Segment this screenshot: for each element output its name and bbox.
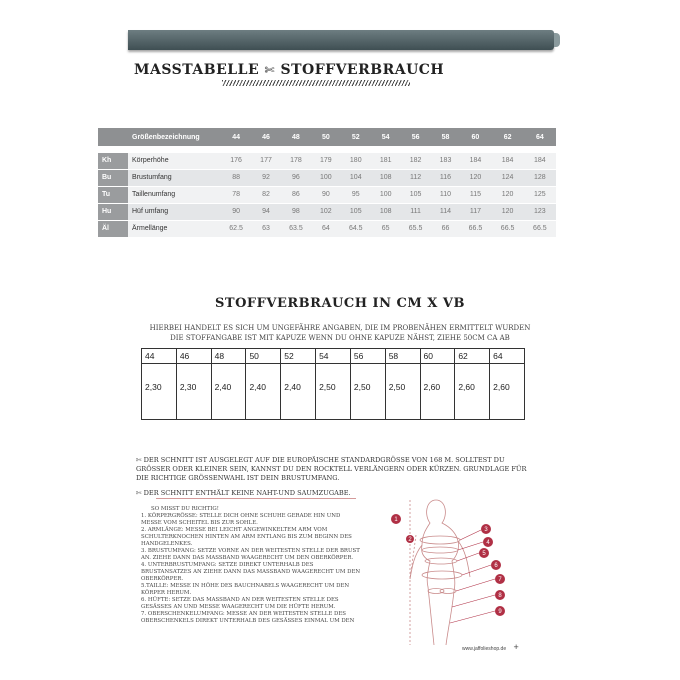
measure-item: 4. UNTERBRUSTUMFANG: SETZE DIREKT UNTERHALB DES BRUSTANSATZES AN ZIEHE DANN DAS MASSBAND WAAGERECHT UM DEN OBERKÖRPER. [141,562,361,582]
red-underline [156,498,356,499]
fabric-value-cell: 2,50 [350,364,385,420]
size-value-cell: 66.5 [492,220,524,237]
fabric-value-cell: 2,40 [246,364,281,420]
size-header-cell: 52 [340,128,372,146]
title-underline-hatch [222,80,410,86]
size-value-cell: 86 [280,186,312,203]
size-value-cell: 184 [524,152,556,169]
size-value-cell: 100 [372,186,400,203]
size-value-cell: 82 [252,186,280,203]
size-value-cell: 114 [432,203,460,220]
size-value-cell: 183 [432,152,460,169]
size-value-cell: 125 [524,186,556,203]
fabric-value-cell: 2,40 [281,364,316,420]
size-value-cell: 90 [312,186,340,203]
size-value-cell: 111 [399,203,431,220]
row-code: Kh [98,152,128,169]
figure-outline [410,500,470,645]
fabric-size-row [142,349,525,364]
size-value-cell: 117 [459,203,491,220]
footer-url: www.jaffolieshop.de [462,646,507,652]
size-value-cell: 178 [280,152,312,169]
size-value-cell: 177 [252,152,280,169]
marker-label: 9 [498,609,502,615]
size-value-cell: 90 [220,203,252,220]
size-value-cell: 105 [399,186,431,203]
marker-label: 5 [482,551,486,557]
figure-markers [391,514,505,616]
fabric-title: STOFFVERBRAUCH IN CM X VB [215,296,465,311]
size-value-cell: 176 [220,152,252,169]
size-value-cell: 66.5 [524,220,556,237]
measure-heading: SO MISST DU RICHTIG! [151,506,219,512]
size-value-cell: 108 [372,169,400,186]
size-header-cell: 56 [399,128,431,146]
size-value-cell: 95 [340,186,372,203]
size-value-cell: 104 [340,169,372,186]
size-value-cell: 110 [432,186,460,203]
size-value-cell: 112 [399,169,431,186]
measure-item: 3. BRUSTUMFANG: SETZE VORNE AN DER WEITESTEN STELLE DER BRUST AN. ZIEHE DANN DAS MASSBAND WAAGERECHT UM DEN OBERKÖRPER. [141,548,360,561]
fabric-value-cell: 2,60 [420,364,455,420]
body-measurement-figure [386,495,536,655]
fabric-size-cell: 50 [246,349,281,364]
size-table-row [98,203,556,220]
size-value-cell: 123 [524,203,556,220]
size-value-cell: 128 [524,169,556,186]
measure-item: 7. OBERSCHENKELUMFANG: MESSE AN DER WEITESTEN STELLE DES OBERSCHENKELS DIREKT UNTERHALB DES GESÄSSES EINMAL UM DEN [141,611,355,624]
size-value-cell: 124 [492,169,524,186]
size-value-cell: 63 [252,220,280,237]
size-header-cell: 54 [372,128,400,146]
size-value-cell: 102 [312,203,340,220]
size-table-header-row [98,128,556,146]
size-value-cell: 184 [459,152,491,169]
measure-instructions [141,506,361,625]
fabric-value-cell: 2,40 [211,364,246,420]
row-code: Hu [98,203,128,220]
size-value-cell: 105 [340,203,372,220]
fabric-table [141,348,525,420]
size-value-cell: 65 [372,220,400,237]
size-table-row [98,152,556,169]
size-header-cell: 64 [524,128,556,146]
size-value-cell: 120 [492,203,524,220]
row-label: Körperhöhe [128,152,220,169]
measure-item: 5.TAILLE: MESSE IN HÖHE DES BAUCHNABELS WAAGERECHT UM DEN KÖRPER HERUM. [141,583,350,596]
size-header-cell: 50 [312,128,340,146]
fabric-size-cell: 60 [420,349,455,364]
size-header-cell: 62 [492,128,524,146]
fabric-size-cell: 64 [490,349,525,364]
size-value-cell: 116 [432,169,460,186]
fabric-value-cell: 2,30 [176,364,211,420]
size-value-cell: 120 [459,169,491,186]
size-value-cell: 108 [372,203,400,220]
row-code: Tu [98,186,128,203]
footer [462,642,519,652]
size-value-cell: 66.5 [459,220,491,237]
row-label: Hüf umfang [128,203,220,220]
pattern-info-paragraph: ✄ DER SCHNITT IST AUSGELEGT AUF DIE EUROPÄISCHE STANDARDGRÖSSE VON 168 M. SOLLTEST DU GRÖSSER ODER KLEINER SEIN, KANNST DU DEN ROCKTELL VERLÄNGERN ODER KÜRZEN. GRUNDLAGE FÜR DIE RICHTIGE GRÖSSENWAHL IST DEIN BRUSTUMFANG. [136,456,527,482]
row-label: Taillenumfang [128,186,220,203]
marker-label: 3 [484,527,488,533]
size-table [98,128,556,238]
size-table-row [98,220,556,237]
size-value-cell: 120 [492,186,524,203]
title-masstabelle: MASSTABELLE [134,62,260,78]
plus-icon: + [513,642,519,652]
measure-item: 1. KÖRPERGRÖSSE: STELLE DICH OHNE SCHUHE GERADE HIN UND MESSE VOM SCHEITEL BIS ZUR SOHLE. [141,513,341,526]
size-table-corner [98,128,128,146]
fabric-value-cell: 2,50 [316,364,351,420]
size-value-cell: 98 [280,203,312,220]
fabric-size-cell: 56 [350,349,385,364]
marker-label: 1 [394,517,398,523]
size-header-cell: 58 [432,128,460,146]
size-value-cell: 78 [220,186,252,203]
marker-label: 7 [498,577,502,583]
size-value-cell: 64.5 [340,220,372,237]
size-value-cell: 115 [459,186,491,203]
size-value-cell: 180 [340,152,372,169]
fabric-size-cell: 58 [385,349,420,364]
fabric-value-cell: 2,60 [490,364,525,420]
size-value-cell: 184 [492,152,524,169]
fabric-value-cell: 2,30 [142,364,177,420]
size-value-cell: 63.5 [280,220,312,237]
size-value-cell: 181 [372,152,400,169]
size-value-cell: 62.5 [220,220,252,237]
fabric-value-cell: 2,60 [455,364,490,420]
fabric-size-cell: 62 [455,349,490,364]
marker-label: 4 [486,540,490,546]
marker-label: 6 [494,563,498,569]
size-value-cell: 88 [220,169,252,186]
size-header-cell: 44 [220,128,252,146]
size-value-cell: 100 [312,169,340,186]
title-stoffverbrauch: STOFFVERBRAUCH [280,62,445,78]
size-value-cell: 66 [432,220,460,237]
fabric-size-cell: 48 [211,349,246,364]
fabric-size-cell: 52 [281,349,316,364]
size-value-cell: 96 [280,169,312,186]
fabric-value-cell: 2,50 [385,364,420,420]
fabric-size-cell: 54 [316,349,351,364]
size-value-cell: 92 [252,169,280,186]
scissors-icon: ✄ [264,63,276,77]
size-header-label: Größenbezeichnung [128,128,220,146]
header-banner-bar [128,30,554,50]
size-header-cell: 48 [280,128,312,146]
no-seam-allowance-note: ✄ DER SCHNITT ENTHÄLT KEINE NAHT-UND SAUMZUGABE. [136,489,351,497]
size-value-cell: 64 [312,220,340,237]
size-table-row [98,186,556,203]
size-value-cell: 94 [252,203,280,220]
size-value-cell: 182 [399,152,431,169]
size-header-cell: 46 [252,128,280,146]
marker-label: 2 [408,537,412,543]
measure-item: 2. ARMLÄNGE: MESSE BEI LEICHT ANGEWINKELTEM ARM VOM SCHULTERKNOCHEN HINTEN AM ARM ENTLANG BIS ZUM BEGINN DES HANDGELENKES. [141,527,352,547]
marker-label: 8 [498,593,502,599]
row-label: Brustumfang [128,169,220,186]
page-title [134,62,444,78]
row-code: Bu [98,169,128,186]
row-code: Äl [98,220,128,237]
size-value-cell: 179 [312,152,340,169]
measure-item: 6. HÜFTE: SETZE DAS MASSBAND AN DER WEITESTEN STELLE DES GESÄSSES AN UND MESSE WAAGERECHT UM DIE HÜFTE HERUM. [141,597,339,610]
fabric-size-cell: 44 [142,349,177,364]
fabric-size-cell: 46 [176,349,211,364]
size-header-cell: 60 [459,128,491,146]
fabric-value-row [142,364,525,420]
row-label: Ärmellänge [128,220,220,237]
size-value-cell: 65.5 [399,220,431,237]
size-table-row [98,169,556,186]
fabric-note: HIERBEI HANDELT ES SICH UM UNGEFÄHRE ANGABEN, DIE IM PROBENÄHEN ERMITTELT WURDEN DIE STOFFANGABE IST MIT KAPUZE WENN DU OHNE KAPUZE NÄHST, ZIEHE 50CM CA AB [149,324,531,342]
